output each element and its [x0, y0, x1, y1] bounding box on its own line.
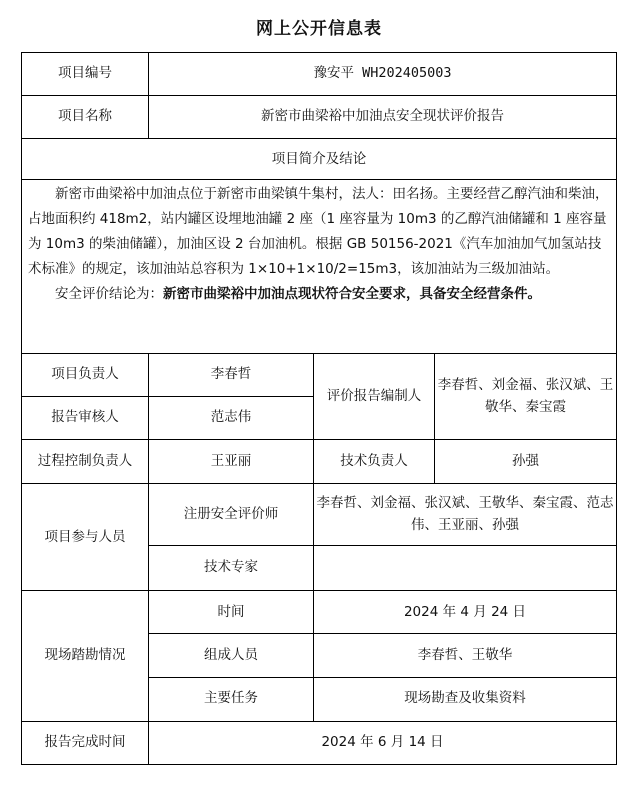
row-project-lead: [22, 354, 617, 397]
survey-members-label: 组成人员: [149, 634, 314, 677]
reviewer-label: 报告审核人: [22, 397, 149, 440]
info-table: [21, 52, 617, 765]
conclusion: [28, 282, 612, 307]
conclusion-text: 新密市曲梁裕中加油点现状符合安全要求，具备安全经营条件。: [163, 286, 541, 303]
authors-value: 李春哲、刘金福、张汉斌、王敬华、秦宝霞: [435, 354, 617, 440]
survey-task-label: 主要任务: [149, 677, 314, 721]
row-intro-heading: [22, 139, 617, 180]
row-project-name: [22, 96, 617, 139]
registered-assessors-value: 李春哲、刘金福、张汉斌、王敬华、秦宝霞、范志伟、王亚丽、孙强: [314, 484, 617, 546]
registered-assessors-label: 注册安全评价师: [149, 484, 314, 546]
project-number-label: 项目编号: [22, 53, 149, 96]
page-title: 网上公开信息表: [256, 19, 382, 39]
completion-value: 2024 年 6 月 14 日: [149, 721, 617, 764]
tech-lead-label: 技术负责人: [314, 440, 435, 484]
participants-label: 项目参与人员: [22, 484, 149, 591]
process-control-label: 过程控制负责人: [22, 440, 149, 484]
row-intro-body: [22, 180, 617, 354]
intro-heading: 项目简介及结论: [22, 139, 617, 180]
completion-label: 报告完成时间: [22, 721, 149, 764]
project-number-value: 豫安平 WH202405003: [149, 53, 617, 96]
row-process-control: [22, 440, 617, 484]
survey-time-value: 2024 年 4 月 24 日: [314, 591, 617, 634]
survey-members-value: 李春哲、王敬华: [314, 634, 617, 677]
row-project-number: [22, 53, 617, 96]
tech-expert-value: [314, 546, 617, 591]
project-name-label: 项目名称: [22, 96, 149, 139]
authors-label: 评价报告编制人: [314, 354, 435, 440]
project-lead-label: 项目负责人: [22, 354, 149, 397]
site-survey-label: 现场踏勘情况: [22, 591, 149, 721]
project-lead-value: 李春哲: [149, 354, 314, 397]
survey-task-value: 现场勘查及收集资料: [314, 677, 617, 721]
row-registered-assessors: [22, 484, 617, 546]
row-survey-time: [22, 591, 617, 634]
conclusion-prefix: 安全评价结论为：: [55, 286, 163, 303]
intro-paragraph: 新密市曲梁裕中加油点位于新密市曲梁镇牛集村，法人：田名扬。主要经营乙醇汽油和柴油，占地面积约 418m2，站内罐区设埋地油罐 2 座（1 座容量为 10m3 的乙醇汽油储罐和 1 座容量为 10m3 的柴油储罐），加油区设 2 台加油机。根据 GB 50156-2021《汽车加油加气加氢站技术标准》的规定，该加油站总容积为 1×10+1×10/2=15m3，该加油站为三级加油站。: [28, 186, 609, 278]
survey-time-label: 时间: [149, 591, 314, 634]
project-name-value: 新密市曲梁裕中加油点安全现状评价报告: [149, 96, 617, 139]
process-control-value: 王亚丽: [149, 440, 314, 484]
tech-expert-label: 技术专家: [149, 546, 314, 591]
row-completion: [22, 721, 617, 764]
intro-body: [22, 180, 617, 354]
tech-lead-value: 孙强: [435, 440, 617, 484]
reviewer-value: 范志伟: [149, 397, 314, 440]
